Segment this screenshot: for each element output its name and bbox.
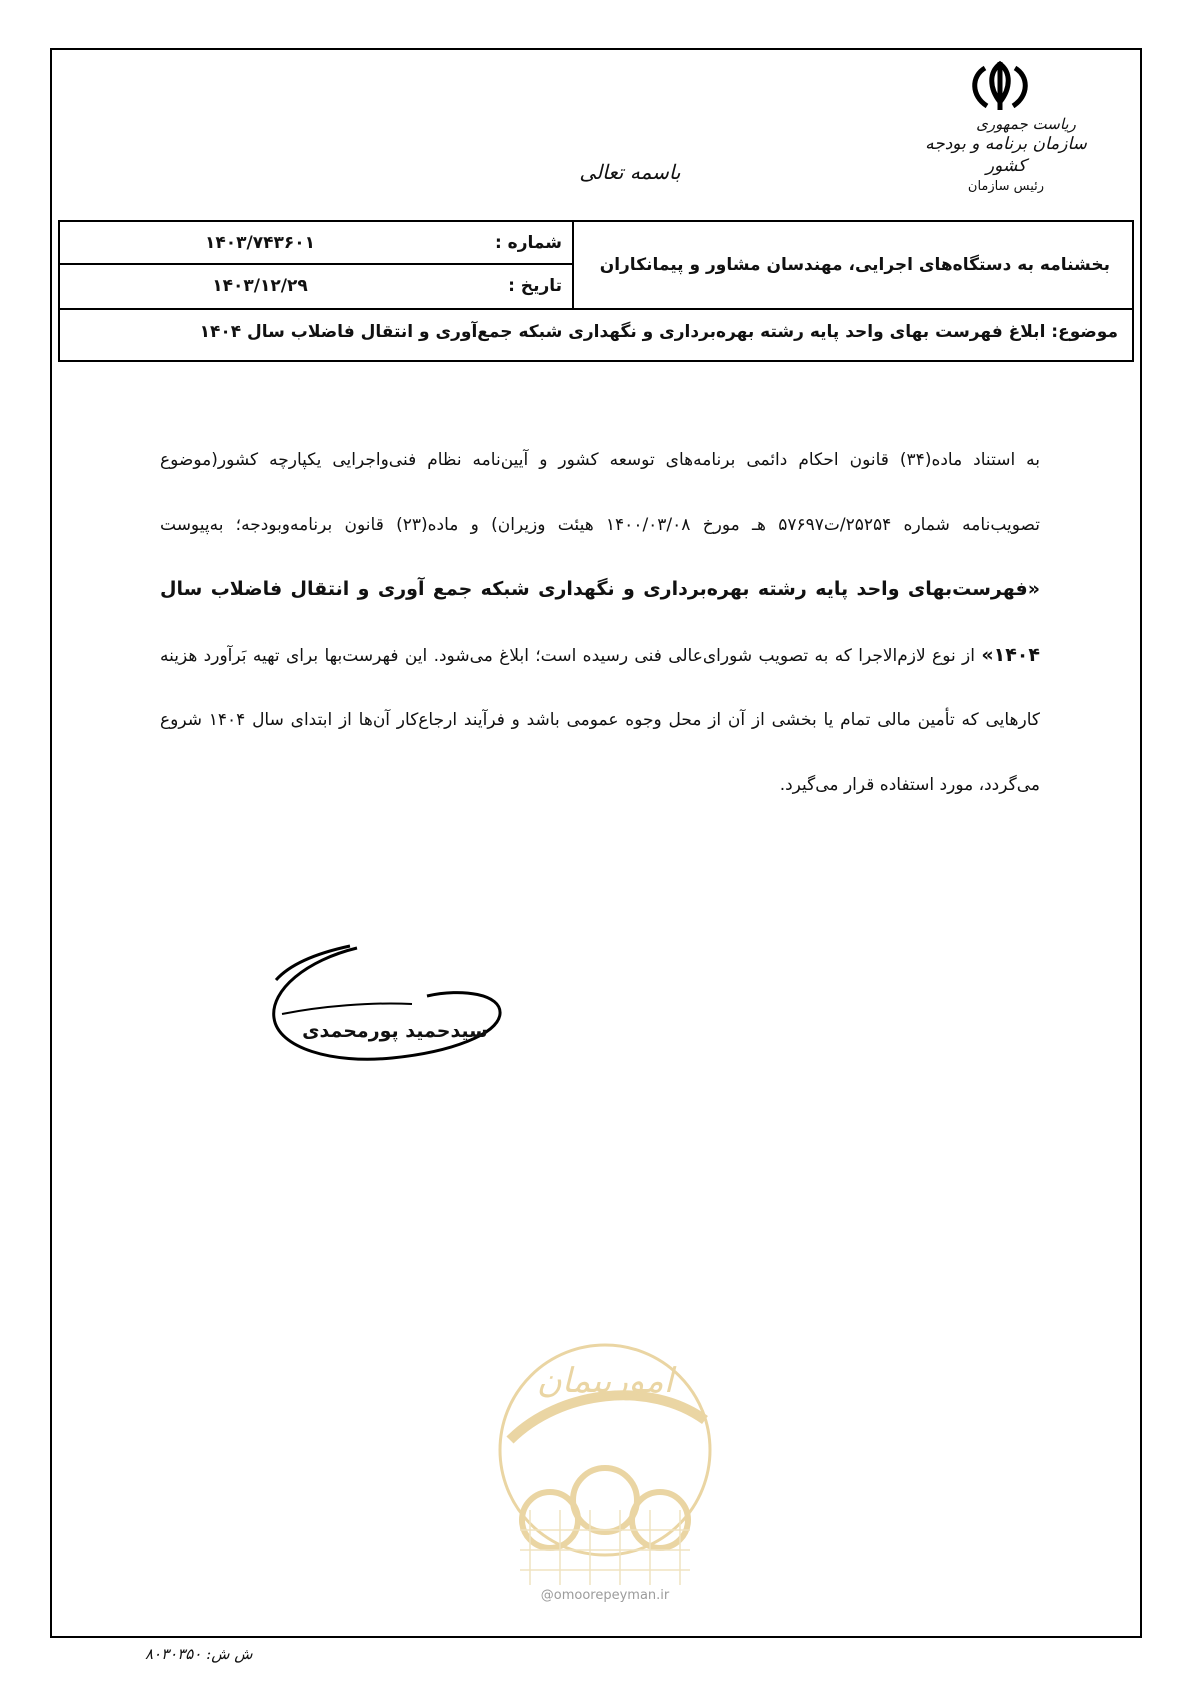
body-text-part2: از نوع لازم‌الاجرا که به تصویب شورای‌عالی فنی رسیده است؛ ابلاغ می‌شود. این فهرست‌بها برای تهیه بَرآورد هزینه کارهایی که تأمین مالی تمام یا بخشی از آن از محل وجوه عمومی باشد و فرآیند ارجاع‌کار آن‌ها از ابتدای سال ۱۴۰۴ شروع می‌گردد، مورد استفاده قرار می‌گیرد. (160, 645, 1040, 795)
signature-scribble-icon (262, 940, 512, 1070)
date-cell (60, 265, 572, 308)
number-label: شماره : (494, 233, 562, 253)
recipients: بخشنامه به دستگاه‌های اجرایی، مهندسان مشاور و پیمانکاران (572, 222, 1132, 308)
footer-serial: ش ش: ۸۰۳۰۳۵۰ (145, 1645, 253, 1663)
letter-number: ۱۴۰۳/۷۴۳۶۰۱ (205, 233, 315, 253)
presidency-label: ریاست جمهوری (976, 115, 1076, 133)
letter-date: ۱۴۰۳/۱۲/۲۹ (212, 276, 308, 296)
header-row (60, 222, 1132, 310)
organization-name: سازمان برنامه و بودجه کشور (925, 134, 1087, 176)
invocation: باسمه تعالی (579, 160, 681, 184)
number-cell (60, 222, 572, 265)
subject-line: موضوع: ابلاغ فهرست بهای واحد پایه رشته بهره‌برداری و نگهداری شبکه جمع‌آوری و انتقال فاضلاب سال ۱۴۰۴ (199, 322, 1118, 342)
body-paragraph (160, 428, 1040, 817)
date-label: تاریخ : (508, 276, 562, 296)
watermark-logo-icon (490, 1330, 720, 1610)
body-text-part1: به استناد ماده(۳۴) قانون احکام دائمی برنامه‌های توسعه کشور و آیین‌نامه نظام فنی‌واجرایی یکپارچه کشور(موضوع تصویب‌نامه شماره ۲۵۲۵۴/ت۵۷۶۹۷ هـ مورخ ۱۴۰۰/۰۳/۰۸ هیئت وزیران) و ماده(۲۳) قانون برنامه‌وبودجه؛ به‌پیوست (160, 450, 1040, 535)
watermark-logo-text: امورپیمان (536, 1361, 674, 1401)
signer-name: سیدحمید پورمحمدی (302, 1020, 488, 1042)
watermark-url: @omoorepeyman.ir (540, 1588, 670, 1603)
national-emblem-icon (945, 58, 1055, 114)
body-text-bold: «فهرست‌بهای واحد پایه رشته بهره‌برداری و نگهداری شبکه جمع آوری و انتقال فاضلاب سال ۱۴۰۴» (160, 578, 1040, 666)
letterhead (906, 115, 1106, 197)
header-table (58, 220, 1134, 362)
office-title: رئیس سازمان (967, 179, 1045, 194)
